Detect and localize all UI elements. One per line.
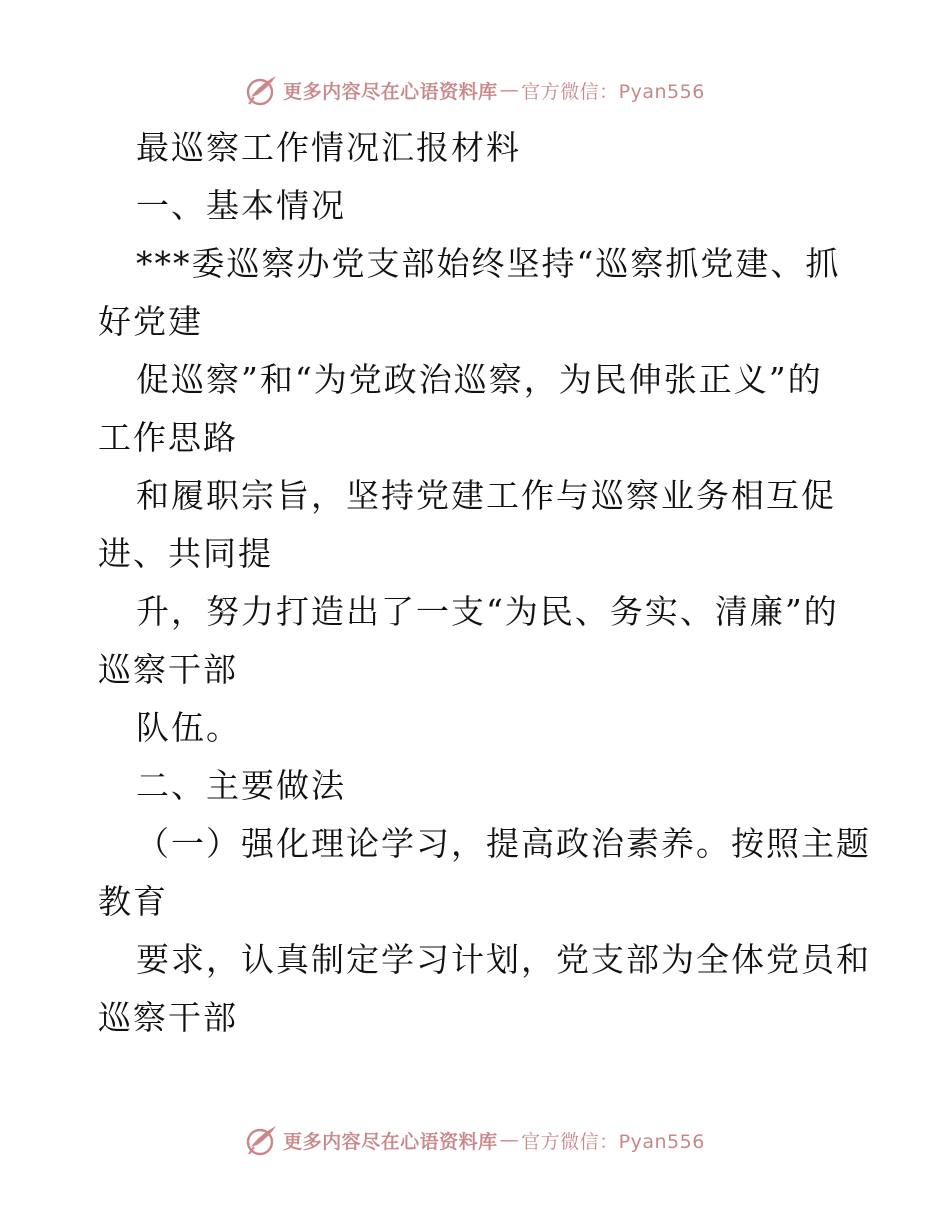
paragraph-line: 队伍。 (136, 708, 241, 747)
paragraph-line: 巡察干部 (98, 650, 238, 689)
paragraph-line: 巡察干部 (98, 998, 238, 1037)
banner-left-text: 更多内容尽在心语资料库 (283, 1130, 498, 1153)
paragraph-line: 和履职宗旨，坚持党建工作与巡察业务相互促 (136, 476, 836, 515)
paragraph-line: 好党建 (98, 302, 203, 341)
banner-dash: — (499, 79, 520, 101)
paragraph-line: 工作思路 (98, 418, 238, 457)
header-banner (0, 70, 950, 110)
section-heading-2: 二、主要做法 (136, 766, 346, 805)
paragraph-line: 升，努力打造出了一支“为民、务实、清廉”的 (136, 592, 839, 631)
footer-banner (0, 1120, 950, 1160)
section-heading-1: 一、基本情况 (136, 186, 346, 225)
banner-right-text: 官方微信：Pyan556 (521, 1130, 705, 1153)
paragraph-line: ***委巡察办党支部始终坚持“巡察抓党建、抓 (136, 244, 841, 283)
paragraph-line: 要求，认真制定学习计划，党支部为全体党员和 (136, 940, 871, 979)
doc-title: 最巡察工作情况汇报材料 (136, 128, 521, 167)
paragraph-line: 促巡察”和“为党政治巡察，为民伸张正义”的 (136, 360, 823, 399)
feather-logo-icon (245, 73, 279, 107)
feather-logo-icon (245, 1123, 279, 1157)
banner-left-text: 更多内容尽在心语资料库 (283, 80, 498, 103)
banner-right-text: 官方微信：Pyan556 (521, 80, 705, 103)
banner-dash: — (499, 1129, 520, 1151)
paragraph-line: 教育 (98, 882, 168, 921)
paragraph-line: （一）强化理论学习，提高政治素养。按照主题 (136, 824, 871, 863)
paragraph-line: 进、共同提 (98, 534, 273, 573)
